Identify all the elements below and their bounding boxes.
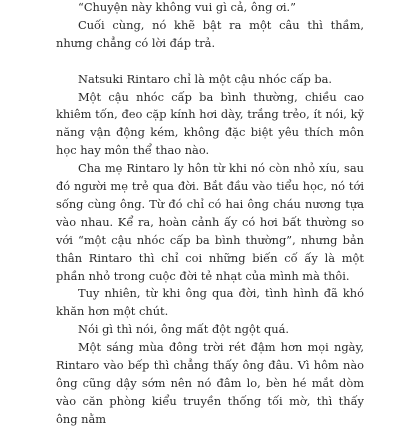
paragraph-2: Cuối cùng, nó khẽ bật ra một câu thì thầm, nhưng chẳng có lời đáp trả.: [56, 17, 364, 50]
paragraph-6: Tuy nhiên, từ khi ông qua đời, tình hình đã khó khăn hơn một chút.: [56, 286, 364, 319]
paragraph-7: Nói gì thì nói, ông mất đột ngột quá.: [78, 322, 290, 337]
paragraph-1: “Chuyện này không vui gì cả, ông ơi.”: [78, 0, 296, 14]
paragraph-5: Cha mẹ Rintaro ly hôn từ khi nó còn nhỏ xíu, sau đó người mẹ trẻ qua đời. Bắt đầu vào tiểu học, nó tới sống cùng ông. Từ đó chỉ có hai ông cháu nương tựa vào nhau. Kể ra, hoàn cảnh ấy có hơi bất thường so với “một cậu nhóc cấp ba bình thường”, nhưng bản thân Rintaro thì chỉ coi những biến cố ấy là một phần nhỏ trong cuộc đời tẻ nhạt của mình mà thôi.: [56, 161, 364, 283]
paragraph-8: Một sáng mùa đông trời rét đậm hơn mọi ngày, Rintaro vào bếp thì chẳng thấy ông đâu. Vì hôm nào ông cũng dậy sớm nên nó đâm lo, bèn hé mắt dòm vào căn phòng kiểu truyền thống tối mờ, thì thấy ông nằm: [56, 340, 364, 426]
body-text: [56, 0, 364, 429]
paragraph-3: Natsuki Rintaro chỉ là một cậu nhóc cấp ba.: [78, 71, 333, 86]
paragraph-4: Một cậu nhóc cấp ba bình thường, chiều cao khiêm tốn, đeo cặp kính hơi dày, trắng trẻo, ít nói, kỹ năng vận động kém, không đặc biệt yêu thích môn học hay môn thể thao nào.: [56, 89, 364, 158]
